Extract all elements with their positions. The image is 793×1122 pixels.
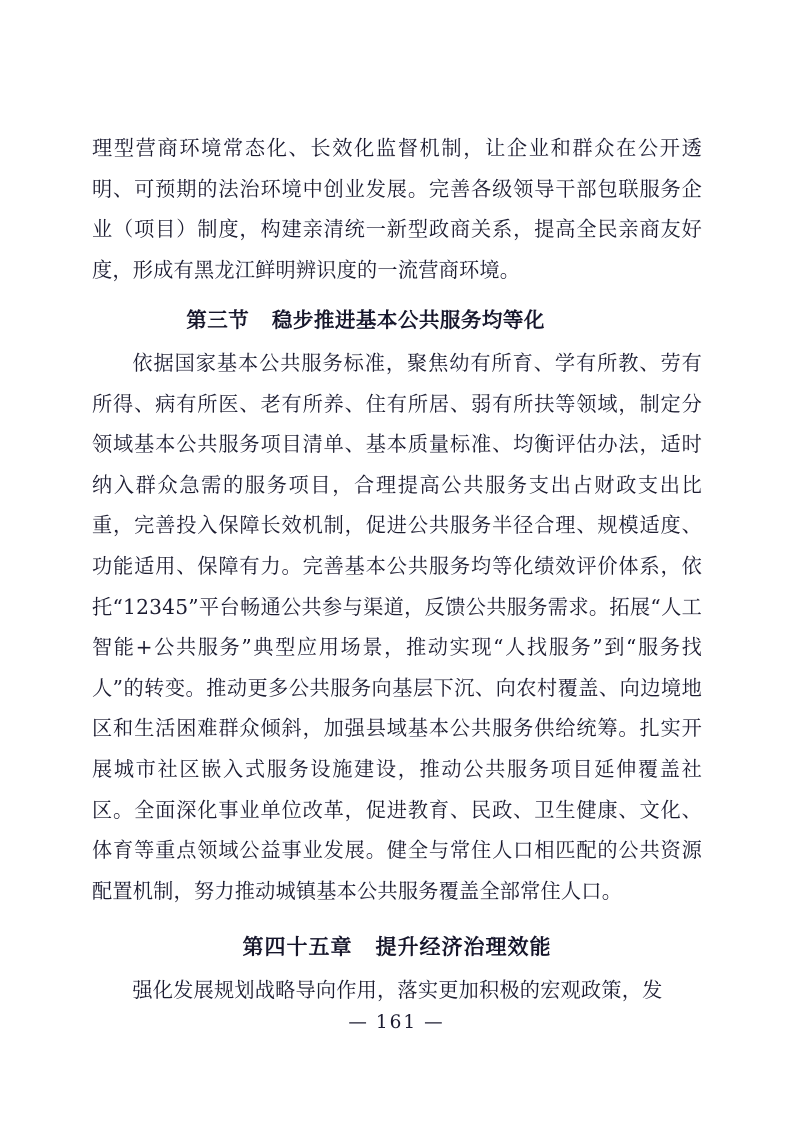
- section-heading-title: 稳步推进基本公共服务均等化: [271, 308, 545, 333]
- paragraph-chapter-open: 强化发展规划战略导向作用，落实更加积极的宏观政策，发: [132, 977, 663, 1002]
- section-heading-number: 第三节: [186, 308, 250, 333]
- footer-dash-left: —: [348, 1012, 369, 1033]
- footer-dash-right: —: [424, 1012, 445, 1033]
- chapter-heading-title: 提升经济治理效能: [375, 935, 552, 960]
- paragraph-continued: 理型营商环境常态化、长效化监督机制，让企业和群众在公开透明、可预期的法治环境中创业发展。完善各级领导干部包联服务企业（项目）制度，构建亲清统一新型政商关系，提高全民亲商友好度，形成有黑龙江鲜明辨识度的一流营商环境。: [92, 136, 702, 282]
- section-heading: [92, 300, 702, 341]
- paragraph-public-service: 依据国家基本公共服务标准，聚焦幼有所育、学有所教、劳有所得、病有所医、老有所养、住有所居、弱有所扶等领域，制定分领域基本公共服务项目清单、基本质量标准、均衡评估办法，适时纳入群众急需的服务项目，合理提高公共服务支出占财政支出比重，完善投入保障长效机制，促进公共服务半径合理、规模适度、功能适用、保障有力。完善基本公共服务均等化绩效评价体系，依托“12345”平台畅通公共参与渠道，反馈公共服务需求。拓展“人工智能+公共服务”典型应用场景，推动实现“人找服务”到“服务找人”的转变。推动更多公共服务向基层下沉、向农村覆盖、向边境地区和生活困难群众倾斜，加强县域基本公共服务供给统筹。扎实开展城市社区嵌入式服务设施建设，推动公共服务项目延伸覆盖社区。全面深化事业单位改革，促进教育、民政、卫生健康、文化、体育等重点领域公益事业发展。健全与常住人口相匹配的公共资源配置机制，努力推动城镇基本公共服务覆盖全部常住人口。: [92, 350, 702, 903]
- page-number: 161: [375, 1012, 418, 1033]
- page-footer: [0, 1012, 793, 1033]
- chapter-heading: [92, 927, 702, 968]
- chapter-heading-number: 第四十五章: [242, 935, 353, 960]
- page-content: [92, 128, 702, 1010]
